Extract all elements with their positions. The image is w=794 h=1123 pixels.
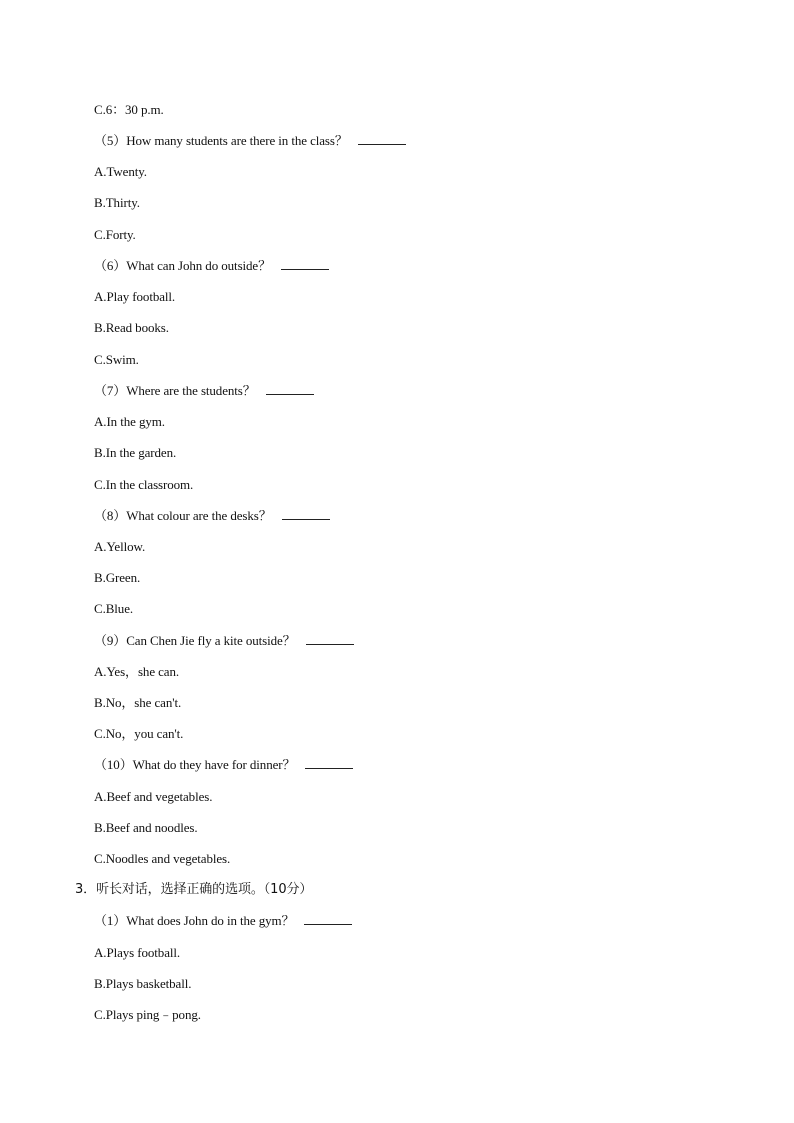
option-text: B.Plays basketball. [94, 976, 192, 991]
answer-blank[interactable] [282, 508, 330, 520]
option-5c [94, 227, 136, 243]
option-text: A.Beef and vegetables. [94, 789, 213, 804]
option-6c [94, 352, 139, 368]
option-text: A.Yes，she can. [94, 664, 180, 679]
section-3-heading [75, 882, 312, 898]
option-5a [94, 164, 147, 180]
answer-blank[interactable] [358, 133, 406, 145]
option-text: A.Plays football. [94, 945, 181, 960]
option-text: B.No，she can't. [94, 695, 182, 710]
section-3-question-1 [94, 913, 352, 929]
option-8c [94, 601, 133, 617]
option-6b [94, 320, 169, 336]
option-text: C.No，you can't. [94, 726, 184, 741]
option-text: C.In the classroom. [94, 477, 194, 492]
option-s3-1c [94, 1007, 201, 1023]
question-6 [94, 258, 329, 274]
question-text: （6）What can John do outside？ [94, 258, 272, 273]
option-text: A.In the gym. [94, 414, 165, 429]
option-10c [94, 851, 230, 867]
option-9b [94, 695, 181, 711]
option-text: C.Blue. [94, 601, 134, 616]
answer-blank[interactable] [305, 757, 353, 769]
option-10a [94, 789, 212, 805]
option-7a [94, 414, 165, 430]
answer-blank[interactable] [266, 383, 314, 395]
question-9 [94, 633, 354, 649]
question-text: （8）What colour are the desks？ [94, 508, 272, 523]
option-text: B.In the garden. [94, 445, 177, 460]
question-text: （10）What do they have for dinner？ [94, 757, 296, 772]
option-4c [94, 102, 164, 118]
option-7c [94, 477, 193, 493]
option-text: C.Forty. [94, 227, 136, 242]
option-text: B.Thirty. [94, 195, 140, 210]
option-8a [94, 539, 145, 555]
option-text: C.Plays ping﹣pong. [94, 1007, 201, 1022]
option-text: A.Play football. [94, 289, 176, 304]
question-text: （7）Where are the students？ [94, 383, 256, 398]
option-8b [94, 570, 140, 586]
answer-blank[interactable] [304, 913, 352, 925]
question-7 [94, 383, 314, 399]
option-text: B.Green. [94, 570, 141, 585]
option-10b [94, 820, 198, 836]
answer-blank[interactable] [281, 258, 329, 270]
option-9a [94, 664, 179, 680]
answer-blank[interactable] [306, 633, 354, 645]
option-s3-1b [94, 976, 191, 992]
option-5b [94, 195, 140, 211]
option-text: A.Twenty. [94, 164, 147, 179]
question-text: （1）What does John do in the gym？ [94, 913, 295, 928]
option-7b [94, 445, 176, 461]
option-text: C.Swim. [94, 352, 139, 367]
option-text: C.Noodles and vegetables. [94, 851, 231, 866]
option-6a [94, 289, 175, 305]
section-title: 3．听长对话，选择正确的选项。（10分） [75, 882, 313, 897]
question-text: （5）How many students are there in the class？ [94, 133, 348, 148]
option-text: C.6：30 p.m. [94, 102, 164, 117]
question-5 [94, 133, 406, 149]
option-text: B.Read books. [94, 320, 169, 335]
option-s3-1a [94, 945, 180, 961]
question-8 [94, 508, 330, 524]
option-text: B.Beef and noodles. [94, 820, 198, 835]
question-text: （9）Can Chen Jie fly a kite outside？ [94, 633, 296, 648]
option-text: A.Yellow. [94, 539, 146, 554]
option-9c [94, 726, 183, 742]
question-10 [94, 757, 353, 773]
